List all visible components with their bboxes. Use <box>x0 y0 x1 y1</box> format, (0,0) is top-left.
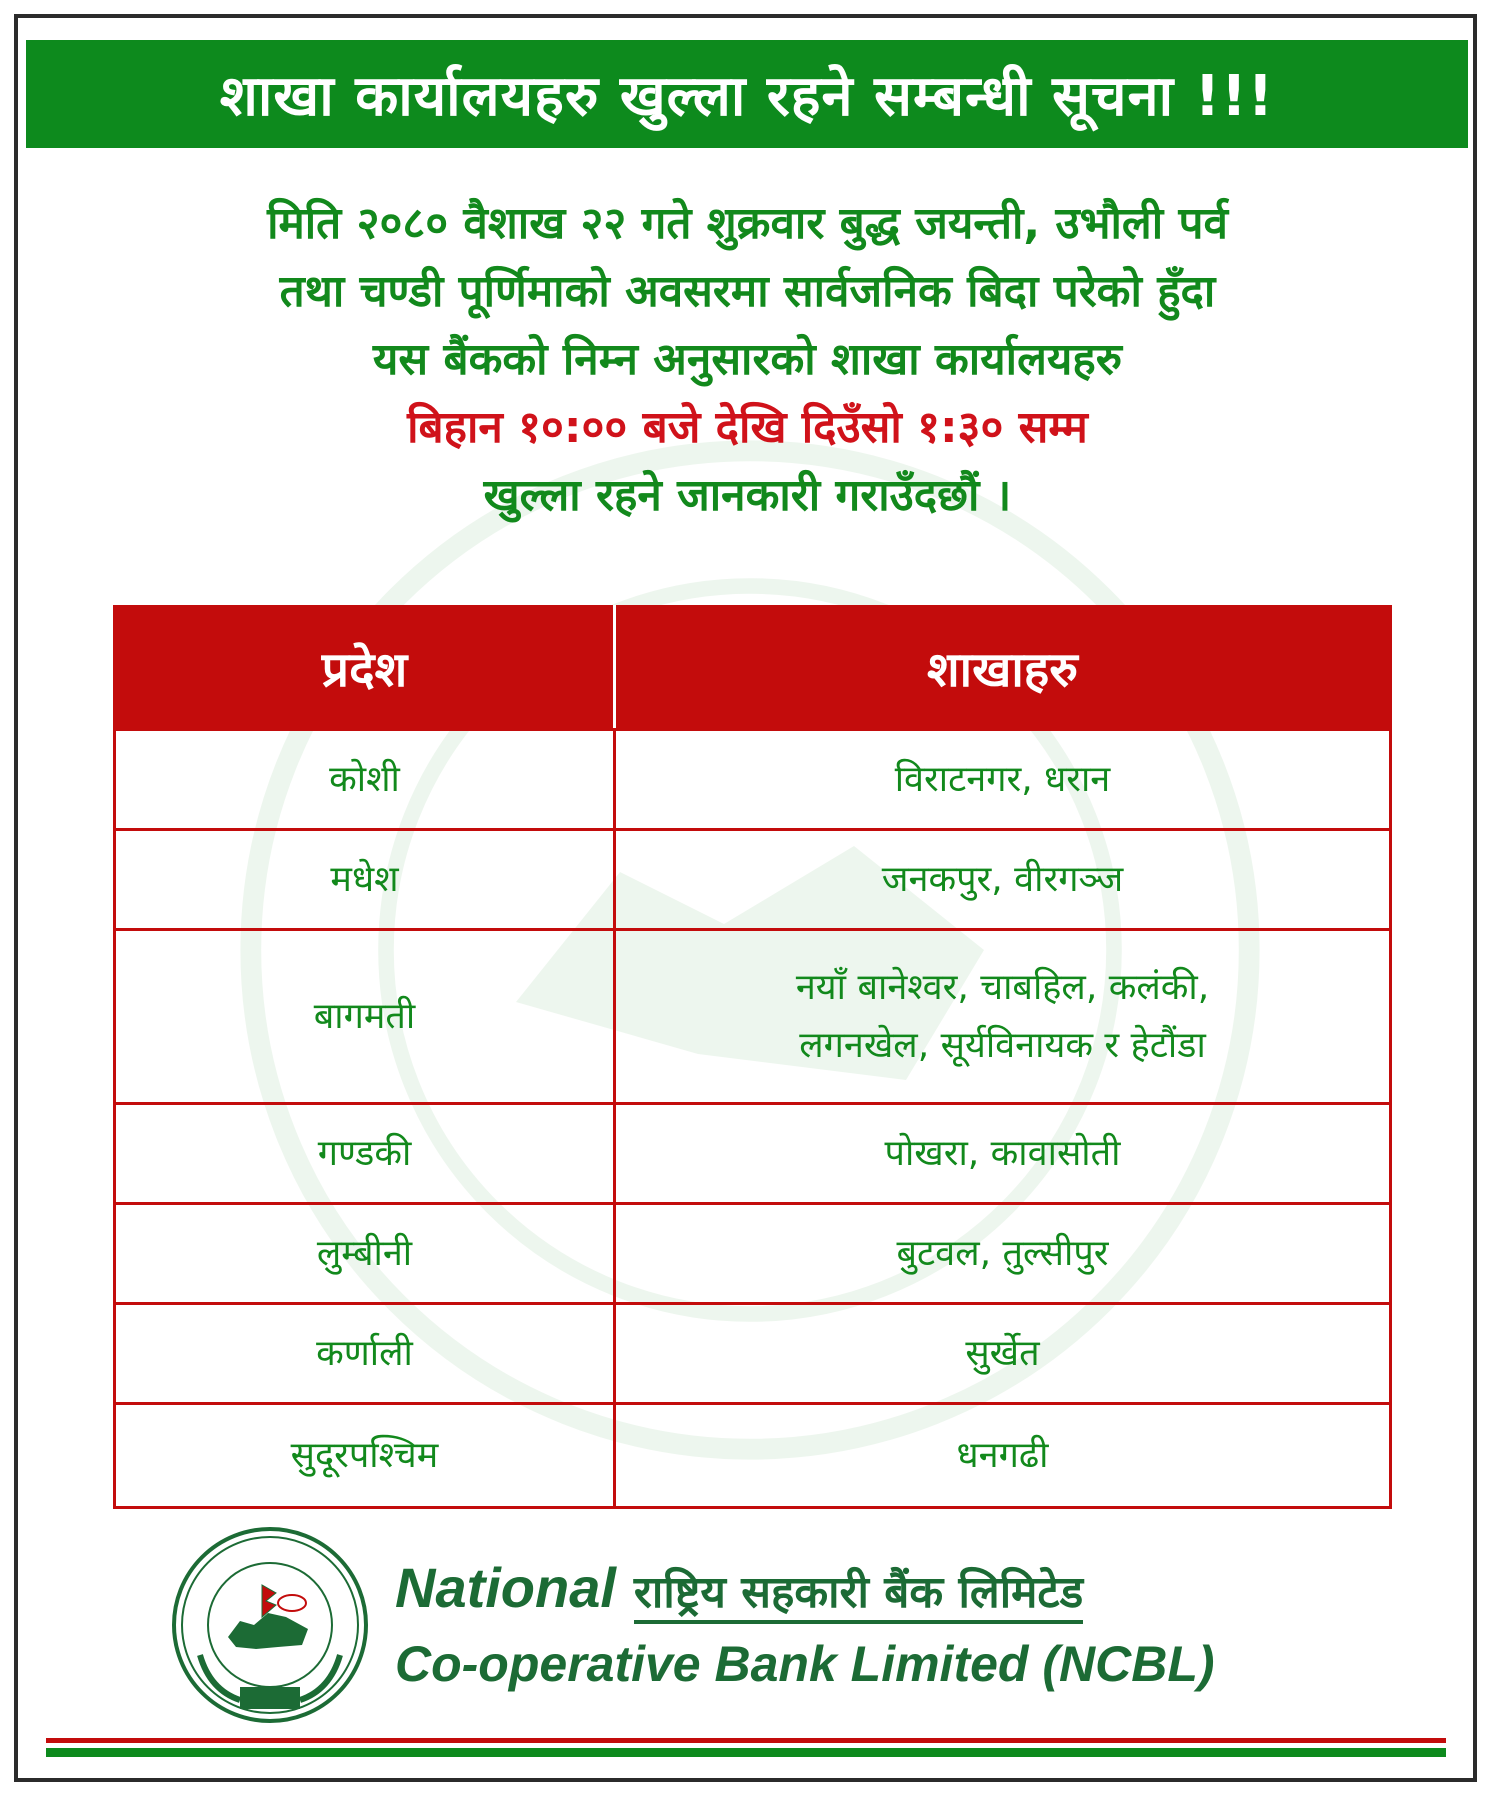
branches-cell: जनकपुर, वीरगञ्ज <box>615 830 1391 930</box>
branches-cell: सुर्खेत <box>615 1304 1391 1404</box>
intro-line-5: खुल्ला रहने जानकारी गराउँदछौं । <box>483 470 1012 521</box>
province-cell: कर्णाली <box>115 1304 615 1404</box>
notice-title-bar <box>26 40 1468 148</box>
branches-cell: धनगढी <box>615 1404 1391 1508</box>
bank-name-line-1 <box>395 1555 1083 1620</box>
bank-name-np: राष्ट्रिय सहकारी बैंक लिमिटेड <box>634 1567 1083 1624</box>
branches-cell <box>615 930 1391 1104</box>
notice-title: शाखा कार्यालयहरु खुल्ला रहने सम्बन्धी सूचना !!! <box>219 64 1275 129</box>
table-row <box>115 930 1391 1104</box>
intro-line-2: तथा चण्डी पूर्णिमाको अवसरमा सार्वजनिक बिदा परेको हुँदा <box>279 266 1216 317</box>
intro-line-3: यस बैंकको निम्न अनुसारको शाखा कार्यालयहरु <box>372 334 1123 385</box>
intro-line-1: मिति २०८० वैशाख २२ गते शुक्रवार बुद्ध जयन्ती, उभौली पर्व <box>267 198 1228 249</box>
bank-seal-icon <box>170 1525 370 1725</box>
branch-table <box>113 605 1392 1509</box>
branches-line-1: नयाँ बानेश्वर, चाबहिल, कलंकी, <box>795 966 1210 1008</box>
table-row <box>115 830 1391 930</box>
province-cell: मधेश <box>115 830 615 930</box>
header-province: प्रदेश <box>115 607 615 730</box>
bank-logo-area <box>170 1525 1330 1725</box>
table-header-row <box>115 607 1391 730</box>
table-row <box>115 1104 1391 1204</box>
province-cell: गण्डकी <box>115 1104 615 1204</box>
table-row <box>115 1204 1391 1304</box>
intro-line-time: बिहान १०:०० बजे देखि दिउँसो १:३० सम्म <box>407 402 1088 453</box>
footer-rule-red <box>46 1738 1446 1743</box>
notice-intro <box>60 190 1435 530</box>
header-branches: शाखाहरु <box>615 607 1391 730</box>
branches-cell: पोखरा, कावासोती <box>615 1104 1391 1204</box>
table-row <box>115 1404 1391 1508</box>
branches-cell: बुटवल, तुल्सीपुर <box>615 1204 1391 1304</box>
bank-name-en-1: National <box>395 1556 616 1619</box>
branches-cell: विराटनगर, धरान <box>615 730 1391 830</box>
footer-rule-green <box>46 1748 1446 1757</box>
province-cell: लुम्बीनी <box>115 1204 615 1304</box>
province-cell: बागमती <box>115 930 615 1104</box>
table-row <box>115 1304 1391 1404</box>
table-row <box>115 730 1391 830</box>
province-cell: कोशी <box>115 730 615 830</box>
bank-name-en-2: Co-operative Bank Limited (NCBL) <box>395 1636 1215 1692</box>
branches-line-2: लगनखेल, सूर्यविनायक र हेटौंडा <box>799 1024 1206 1066</box>
province-cell: सुदूरपश्चिम <box>115 1404 615 1508</box>
